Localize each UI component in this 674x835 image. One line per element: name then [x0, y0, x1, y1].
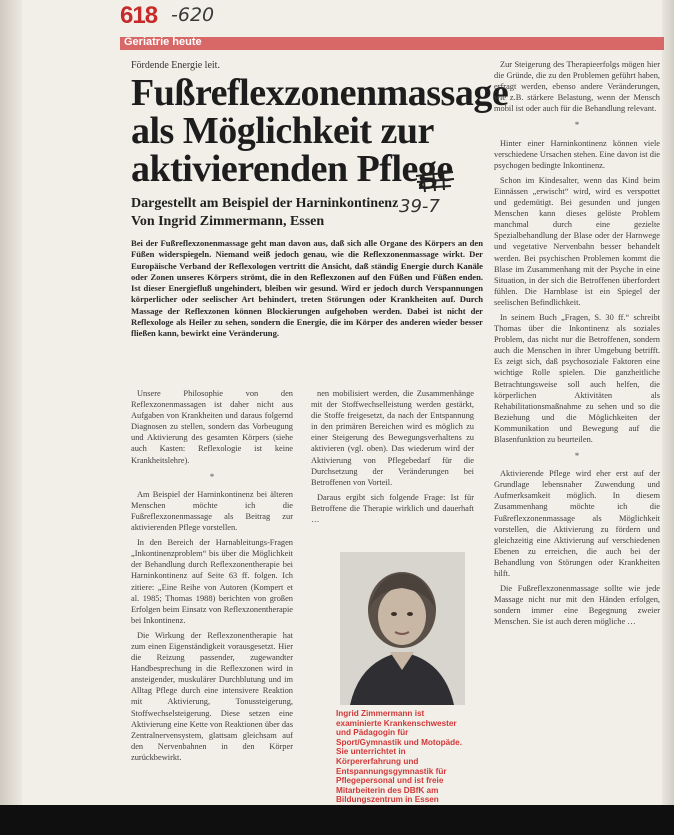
paragraph: Daraus ergibt sich folgende Frage: Ist für Betroffene die Therapie wirklich und dauerhaft …: [311, 492, 474, 525]
author-photo: [340, 552, 465, 705]
article-byline: Von Ingrid Zimmermann, Essen: [131, 214, 325, 229]
section-divider: *: [209, 471, 215, 482]
paragraph: Hinter einer Harninkontinenz können viele verschiedene Ursachen stehen. Eine davon ist die psychogen bedingte Inkontinenz.: [494, 138, 660, 170]
article-kicker: Fördende Energie leit.: [131, 60, 220, 71]
section-divider: *: [574, 120, 580, 131]
paragraph: Schon im Kindesalter, wenn das Kind beim Einnässen „erwischt“ wird, wird es verspottet und gedemütigt. Bei gesunden und jungen Menschen kann dieses gelöste Problem manchmal durch eine gezielte Spezialbehandlung der Blase oder der Harnwege und vegetative Nervenbahn besser behandelt werden. Bei psychischen Problemen kommt die Blase im Zusammenhang mit der Psyche in eine Situation, in der sich die Betroffenen überfordert fühlen. Die Harnblase ist ein Spiegel der seelischen Befindlichkeit.: [494, 175, 660, 307]
paragraph: In den Bereich der Harnableitungs-Fragen „Inkontinenzproblem“ bis über die Möglichkeit der Behandlung durch Reflexzonentherapie bei Harninkontinenz auf Seite 63 ff. folgen. Ich zitiere: „Eine Reihe von Autoren (Kompert et al. 1985; Thomas 1988) berichten von großen Erfolgen beim Einsatz von Reflexzonentherapie bei Inkontinenz.: [131, 538, 293, 625]
paragraph: Zur Steigerung des Therapieerfolgs mögen hier die Gründe, die zu den Problemen geführt haben, erfragt werden, ebenso andere Veränderungen, wie z.B. stärkere Belastung, wenn der Mensch mobil ist oder auch für die Behandlung relevant.: [494, 60, 660, 114]
photo-caption: Ingrid Zimmermann ist examinierte Krankenschwester und Pädagogin für Sport/Gymnastik und Motopäde. Sie unterrichtet in Körpererfahrung und Entspannungsgymnastik für Pflegepersonal und ist freie Mitarbeiterin des DBfK am Bildungszentrum in Essen: [336, 709, 463, 805]
section-divider: *: [574, 451, 580, 462]
scan-left-edge: [0, 0, 22, 835]
handwritten-page-note: -620: [171, 4, 215, 26]
scan-right-edge: [662, 0, 674, 835]
paragraph: nen mobilisiert werden, die Zusammenhänge mit der Stoffwechselleistung werden gestärkt, die Stoffe freigesetzt, da nach der Entspannung in den primären Bereichen wird es möglich zu einer Steigerung des Bewegungsverhaltens zu aktivieren (vgl. oben). Das wiederum wird der Aktivierung von Pflegebedarf für die Durchsetzung der Veränderungen bei Betroffenen von Vorteil.: [311, 389, 474, 487]
handwritten-date-note: 39-7: [399, 196, 440, 217]
article-title: Fußreflexzonenmassage als Möglichkeit zur aktivierenden Pflege: [131, 72, 509, 190]
paragraph: Die Fußreflexzonenmassage sollte wie jede Massage nicht nur mit den Händen erfolgen, sondern immer eine Begegnung zweier Menschen. Sie ist auch deren mögliche …: [494, 584, 660, 627]
paragraph: Die Wirkung der Reflexzonentherapie hat zum einen Eigenständigkeit vorausgesetzt. Hier die Reizung passender, zugewandter Handbesprechung in die Reflexzonen wird in ansteigender, muskulärer Durchblutung und im Alltag Pflege durch eine intensivere Reaktion mit Aktivierung, Tonussteigerung, Stoffwechselsteigerung. Diese setzen eine Aktivierung eine Kette von Reaktionen über das Zentralnervensystem, glattsam gleichsam auf den Nervenbahnen in den Körper zurückbewirkt.: [131, 630, 293, 762]
article-column-left: [131, 388, 293, 767]
paragraph: Unsere Philosophie von den Reflexzonenmassagen ist daher nicht aus Aufgaben von Krankheiten und daraus folgernd Diagnosen zu stellen, sondern das Vorbeugung und Aktivierung des gesamten Körpers (siehe auch Kasten: Reflexologie ist keine Krankheitslehre).: [131, 389, 293, 465]
article-lead: Bei der Fußreflexzonenmassage geht man davon aus, daß sich alle Organe des Körpers an den Füßen widerspiegeln. Niemand weiß jedoch genau, wie die Reflexzonenmassage wirkt. Der Europäische Verband der Reflexologen vertritt die Ansicht, daß ständig Energie durch Kanäle oder Zonen unseres Körpers strömt, die in den Reflexzonen auf den Füßen und Füßen enden. Ist dieser Energiefluß ungehindert, bleiben wir gesund. Wird er jedoch durch Verspannungen körperlicher oder seelischer Art behindert, treten Störungen oder Krankheiten auf. Durch Massage der Reflexzonen können Blockierungen aufgehoben werden. Dabei ist nicht der Reflexologe als Heiler zu sehen, sondern die Energie, die im Körper des anderen wieder besser fließen kann, bewirkt eine Veränderung.: [131, 238, 483, 339]
paragraph: Aktivierende Pflege wird eher erst auf der Grundlage lebensnaher Zuwendung und Aufmerksamkeit möglich. In diesem Zusammenhang möchte ich die Fußreflexzonenmassage als Möglichkeit vorstellen, die Aktivierung zu fördern und gleichzeitig eine Aktivierung auf verschiedenen Ebenen zu erreichen, die auch bei der Behandlung von Störungen oder Krankheiten hilft.: [494, 469, 660, 579]
article-column-right: [494, 59, 660, 632]
paragraph: In seinem Buch „Fragen, S. 30 ff.“ schreibt Thomas über die Inkontinenz als soziales Problem, das nicht nur die Betroffenen, sondern auch die Menschen in ihrer Umgebung betrifft. Es zeigt sich, daß psychosoziale Faktoren eine wichtige Rolle spielen. Die ganzheitliche Betrachtungsweise soll auch helfen, die körperlichen Aktivitäten als Rehabilitationsmaßnahme zu sehen und so die Beziehung und die Möglichkeiten der Kommunikation und Bewegung auf die Blasenfunktion zu beurteilen.: [494, 312, 660, 444]
section-header-label: Geriatrie heute: [124, 36, 202, 48]
page-number: 618: [120, 2, 158, 29]
author-portrait-image: [340, 552, 465, 705]
article-column-middle: [311, 388, 474, 529]
handwritten-mark-icon: [413, 168, 457, 194]
scan-bottom-edge: [0, 805, 674, 835]
paragraph: Am Beispiel der Harninkontinenz bei älteren Menschen möchte ich die Fußreflexzonenmassage als Beitrag zur aktivierenden Pflege vorstellen.: [131, 489, 293, 533]
article-subtitle: Dargestellt am Beispiel der Harninkontinenz: [131, 196, 399, 211]
